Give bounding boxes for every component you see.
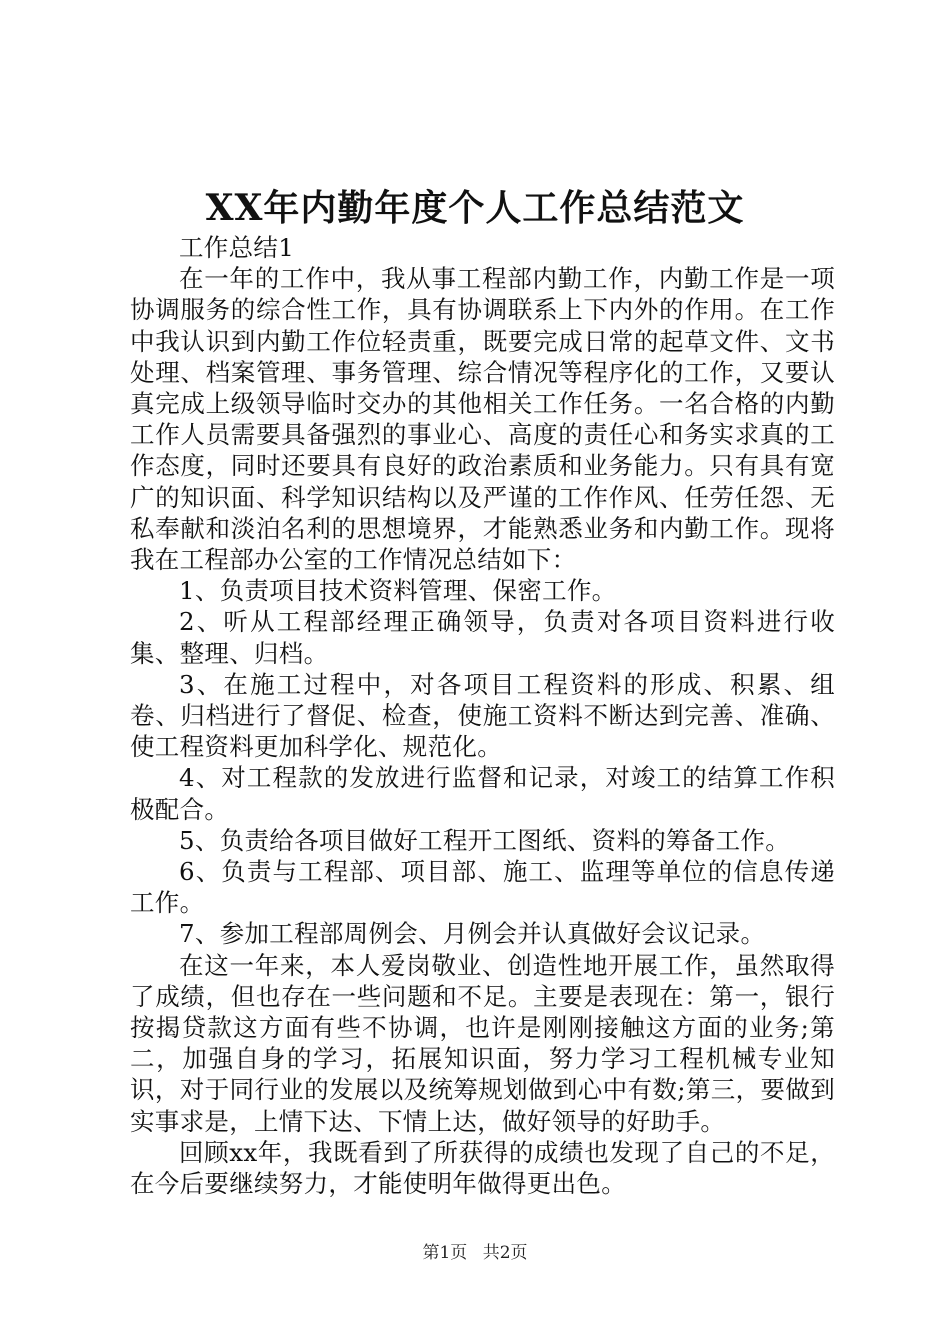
- page-total: 共2页: [482, 1243, 528, 1263]
- list-item: 4、对工程款的发放进行监督和记录，对竣工的结算工作积极配合。: [130, 763, 835, 824]
- closing-paragraph: 回顾xx年，我既看到了所获得的成绩也发现了自己的不足，在今后要继续努力，才能使明年做得更出色。: [130, 1137, 835, 1199]
- document-body: [130, 232, 835, 1199]
- page-footer: [0, 1242, 950, 1264]
- list-item: 1、负责项目技术资料管理、保密工作。: [179, 576, 617, 606]
- list-item: 7、参加工程部周例会、月例会并认真做好会议记录。: [179, 919, 766, 949]
- section-heading: 工作总结1: [179, 233, 295, 262]
- intro-paragraph: 在一年的工作中，我从事工程部内勤工作，内勤工作是一项协调服务的综合性工作，具有协调联系上下内外的作用。在工作中我认识到内勤工作位轻责重，既要完成日常的起草文件、文书处理、档案管理、事务管理、综合情况等程序化的工作，又要认真完成上级领导临时交办的其他相关工作任务。一名合格的内勤工作人员需要具备强烈的事业心、高度的责任心和务实求真的工作态度，同时还要具有良好的政治素质和业务能力。只有具有宽广的知识面、科学知识结构以及严谨的工作作风、任劳任怨、无私奉献和淡泊名利的思想境界，才能熟悉业务和内勤工作。现将我在工程部办公室的工作情况总结如下：: [130, 264, 835, 575]
- list-item: 6、负责与工程部、项目部、施工、监理等单位的信息传递工作。: [130, 857, 835, 918]
- reflection-paragraph: 在这一年来，本人爱岗敬业、创造性地开展工作，虽然取得了成绩，但也存在一些问题和不足。主要是表现在：第一，银行按揭贷款这方面有些不协调，也许是刚刚接触这方面的业务;第二，加强自身的学习，拓展知识面，努力学习工程机械专业知识，对于同行业的发展以及统筹规划做到心中有数;第三，要做到实事求是，上情下达、下情上达，做好领导的好助手。: [130, 950, 835, 1136]
- list-item: 2、听从工程部经理正确领导，负责对各项目资料进行收集、整理、归档。: [130, 607, 835, 668]
- page-number: 第1页: [422, 1243, 468, 1263]
- list-item: 5、负责给各项目做好工程开工图纸、资料的筹备工作。: [179, 825, 791, 855]
- list-item: 3、在施工过程中，对各项目工程资料的形成、积累、组卷、归档进行了督促、检查，使施工资料不断达到完善、准确、使工程资料更加科学化、规范化。: [130, 669, 835, 762]
- document-title: XX年内勤年度个人工作总结范文: [205, 187, 745, 229]
